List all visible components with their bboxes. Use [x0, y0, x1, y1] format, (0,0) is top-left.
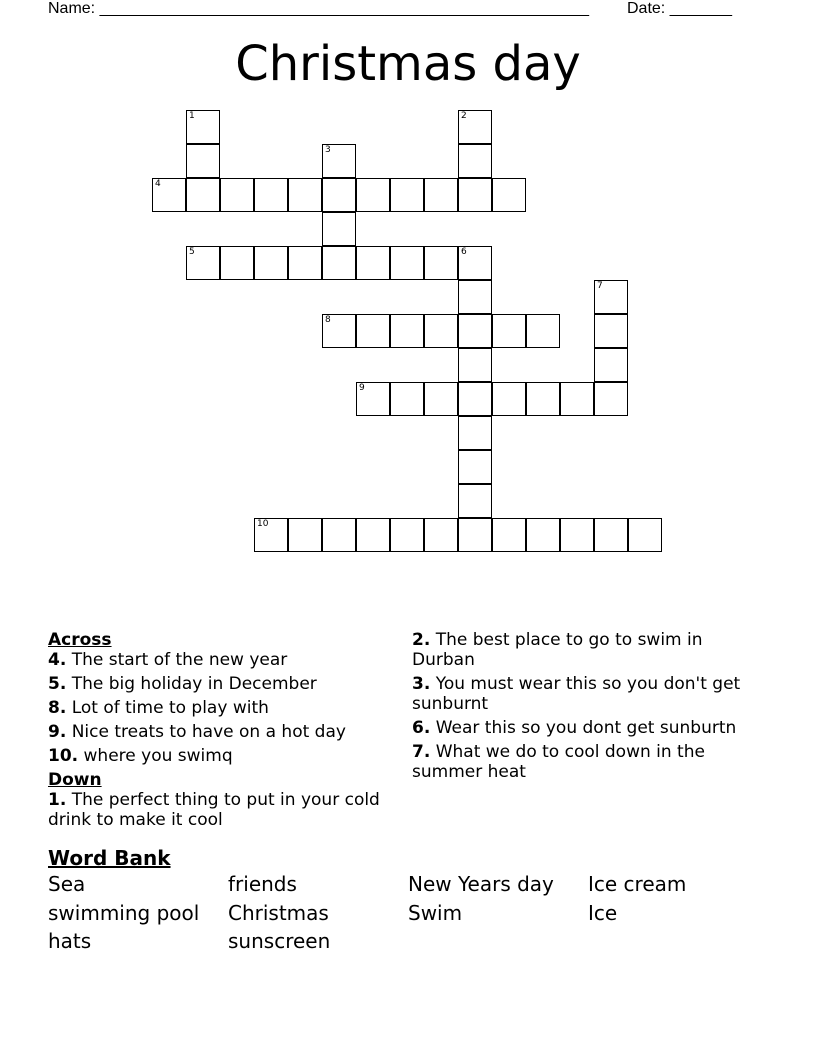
grid-cell[interactable]: [424, 518, 458, 552]
grid-cell[interactable]: [254, 178, 288, 212]
word-bank-title: Word Bank: [48, 846, 171, 870]
grid-cell[interactable]: [186, 246, 220, 280]
clue-down-1: 1. The perfect thing to put in your cold drink to make it cool: [48, 790, 380, 830]
down-heading: Down: [48, 770, 102, 790]
grid-cell[interactable]: [390, 518, 424, 552]
grid-cell[interactable]: [186, 110, 220, 144]
word-bank-item: Sea: [48, 872, 86, 896]
grid-cell[interactable]: [424, 178, 458, 212]
grid-cell[interactable]: [254, 246, 288, 280]
grid-cell[interactable]: [186, 178, 220, 212]
grid-cell[interactable]: [322, 518, 356, 552]
grid-cell[interactable]: [594, 280, 628, 314]
word-bank-item: New Years day: [408, 872, 554, 896]
word-bank: [48, 872, 768, 958]
grid-cell[interactable]: [356, 314, 390, 348]
clue-number: 1: [189, 111, 195, 121]
grid-cell[interactable]: [458, 314, 492, 348]
across-clues: [48, 630, 388, 834]
clue-number: 8: [325, 315, 331, 325]
down-clues: [412, 630, 762, 786]
grid-cell[interactable]: [560, 382, 594, 416]
grid-cell[interactable]: [458, 382, 492, 416]
grid-cell[interactable]: [458, 416, 492, 450]
clue-number: 9: [359, 383, 365, 393]
grid-cell[interactable]: [220, 178, 254, 212]
date-field-label: Date: _______: [627, 0, 732, 17]
grid-cell[interactable]: [458, 484, 492, 518]
grid-cell[interactable]: [424, 382, 458, 416]
grid-cell[interactable]: [458, 450, 492, 484]
grid-cell[interactable]: [492, 314, 526, 348]
grid-cell[interactable]: [458, 144, 492, 178]
grid-cell[interactable]: [288, 246, 322, 280]
grid-cell[interactable]: [526, 314, 560, 348]
clue-number: 3: [325, 145, 331, 155]
grid-cell[interactable]: [322, 144, 356, 178]
grid-cell[interactable]: [424, 314, 458, 348]
clue-number: 10: [257, 519, 269, 529]
word-bank-item: Ice: [588, 900, 618, 925]
clue-number: 5: [189, 247, 195, 257]
clue-across-9: 9. Nice treats to have on a hot day: [48, 722, 346, 742]
word-bank-item: hats: [48, 929, 92, 953]
puzzle-title: Christmas day: [235, 36, 581, 92]
grid-cell[interactable]: [594, 314, 628, 348]
word-bank-item: Swim: [408, 900, 463, 925]
grid-cell[interactable]: [322, 212, 356, 246]
grid-cell[interactable]: [288, 518, 322, 552]
clue-across-5: 5. The big holiday in December: [48, 674, 317, 694]
clue-down-3: 3. You must wear this so you don't get sunburnt: [412, 674, 741, 714]
grid-cell[interactable]: [152, 178, 186, 212]
grid-cell[interactable]: [628, 518, 662, 552]
grid-cell[interactable]: [594, 518, 628, 552]
grid-cell[interactable]: [186, 144, 220, 178]
grid-cell[interactable]: [458, 348, 492, 382]
grid-cell[interactable]: [458, 246, 492, 280]
clue-number: 6: [461, 247, 467, 257]
grid-cell[interactable]: [492, 178, 526, 212]
word-bank-item: swimming pool: [48, 900, 200, 925]
grid-cell[interactable]: [594, 348, 628, 382]
grid-cell[interactable]: [288, 178, 322, 212]
clue-across-8: 8. Lot of time to play with: [48, 698, 269, 718]
grid-cell[interactable]: [322, 314, 356, 348]
grid-cell[interactable]: [356, 518, 390, 552]
grid-cell[interactable]: [220, 246, 254, 280]
clue-across-4: 4. The start of the new year: [48, 650, 288, 670]
grid-cell[interactable]: [390, 246, 424, 280]
clue-number: 4: [155, 179, 161, 189]
grid-cell[interactable]: [458, 280, 492, 314]
name-field-label: Name: _______________________________________________________: [48, 0, 589, 17]
grid-cell[interactable]: [356, 382, 390, 416]
grid-cell[interactable]: [322, 246, 356, 280]
grid-cell[interactable]: [458, 110, 492, 144]
word-bank-item: Ice cream: [588, 872, 687, 896]
clue-down-7: 7. What we do to cool down in the summer heat: [412, 742, 705, 782]
word-bank-item: sunscreen: [228, 929, 331, 953]
clue-number: 2: [461, 111, 467, 121]
grid-cell[interactable]: [356, 178, 390, 212]
grid-cell[interactable]: [390, 314, 424, 348]
clue-across-10: 10. where you swimq: [48, 746, 233, 766]
grid-cell[interactable]: [492, 518, 526, 552]
grid-cell[interactable]: [390, 178, 424, 212]
grid-cell[interactable]: [526, 382, 560, 416]
grid-cell[interactable]: [424, 246, 458, 280]
grid-cell[interactable]: [458, 178, 492, 212]
grid-cell[interactable]: [322, 178, 356, 212]
grid-cell[interactable]: [492, 382, 526, 416]
grid-cell[interactable]: [390, 382, 424, 416]
across-heading: Across: [48, 630, 112, 650]
word-bank-item: Christmas: [228, 900, 329, 925]
grid-cell[interactable]: [458, 518, 492, 552]
grid-cell[interactable]: [356, 246, 390, 280]
grid-cell[interactable]: [560, 518, 594, 552]
word-bank-item: friends: [228, 872, 297, 896]
grid-cell[interactable]: [526, 518, 560, 552]
clue-down-2: 2. The best place to go to swim in Durban: [412, 630, 703, 670]
grid-cell[interactable]: [594, 382, 628, 416]
clue-number: 7: [597, 281, 603, 291]
clue-down-6: 6. Wear this so you dont get sunburtn: [412, 718, 737, 738]
grid-cell[interactable]: [254, 518, 288, 552]
